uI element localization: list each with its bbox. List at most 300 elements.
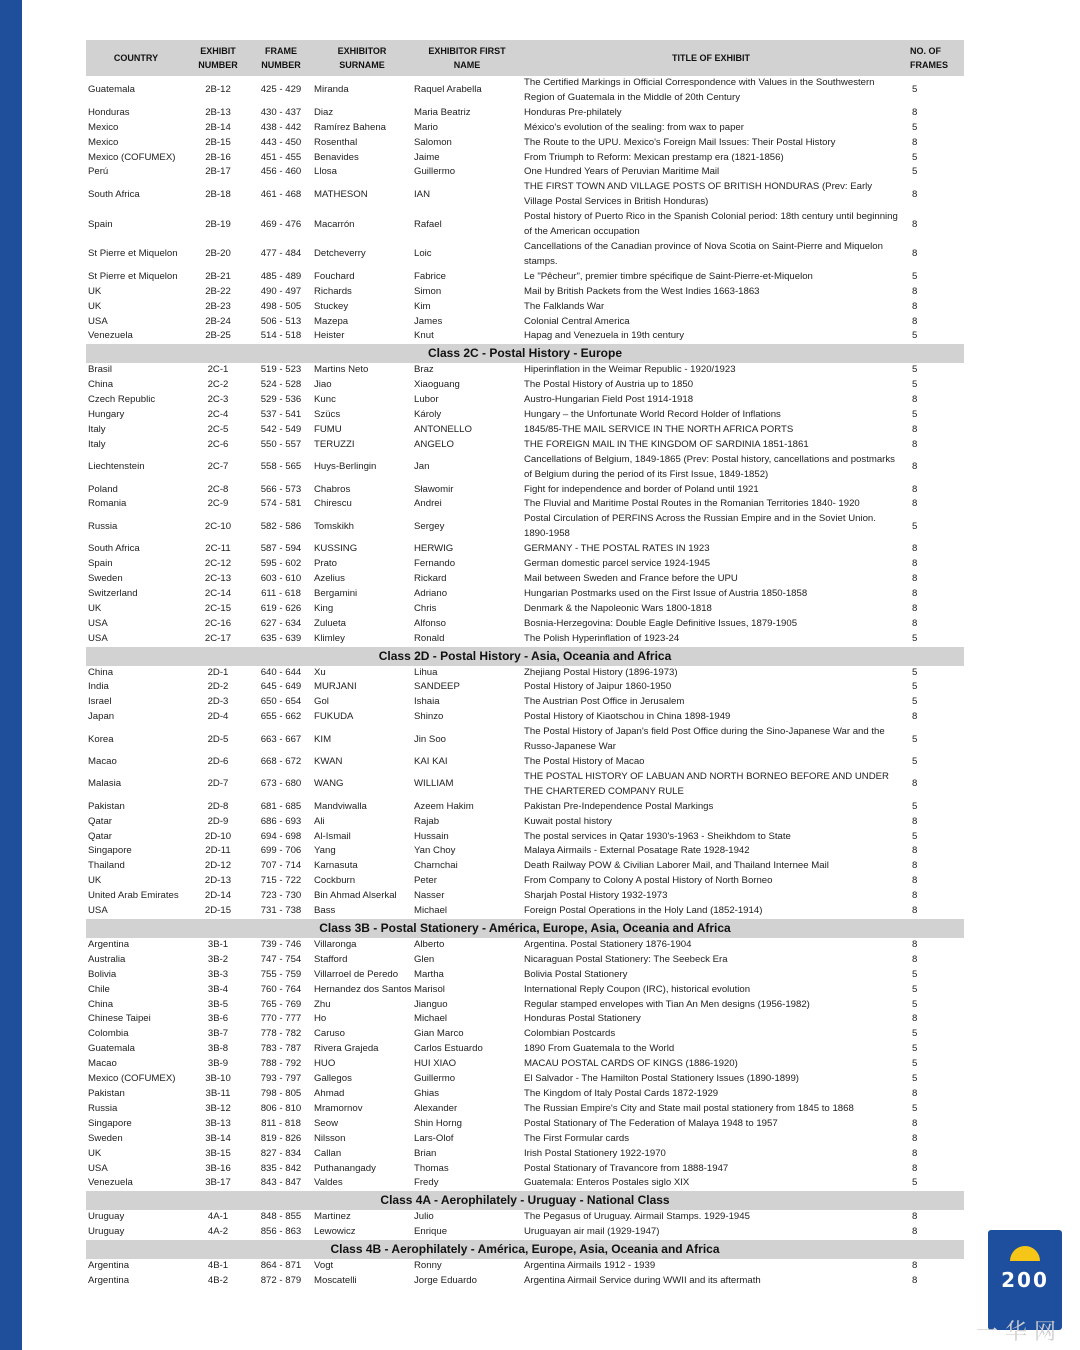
cell-surname: FUMU [314, 423, 342, 435]
edge-scallop [26, 900, 64, 938]
cell-title: Kuwait postal history [524, 815, 612, 827]
cell-exhibit-number: 3B-5 [207, 998, 229, 1010]
cell-frames: 5 [912, 84, 918, 96]
cell-first-name: Peter [414, 875, 437, 887]
cell-surname: Mramornov [314, 1102, 363, 1114]
cell-frame-number: 731 - 738 [260, 905, 302, 917]
table-row [86, 329, 964, 344]
cell-frames: 8 [912, 1132, 918, 1144]
cell-first-name: Jianguo [414, 998, 448, 1010]
cell-exhibit-number: 3B-11 [205, 1088, 231, 1099]
cell-first-name: Lihua [414, 666, 438, 678]
cell-frames: 5 [912, 755, 918, 767]
cell-first-name: Yan Choy [414, 845, 456, 857]
cell-frame-number: 788 - 792 [260, 1058, 302, 1070]
table-row [86, 76, 964, 106]
cell-first-name: Nasser [414, 890, 445, 902]
cell-surname: Bin Ahmad Alserkal [314, 890, 397, 902]
cell-country: Qatar [88, 815, 112, 827]
cell-first-name: IAN [414, 188, 430, 200]
cell-country: Mexico [88, 121, 119, 133]
cell-frames: 8 [912, 602, 918, 614]
cell-surname: Azelius [314, 573, 345, 584]
cell-title: 1845/85-THE MAIL SERVICE IN THE NORTH AFRICA PORTS [524, 423, 794, 435]
cell-exhibit-number: 3B-4 [207, 983, 229, 995]
cell-frame-number: 490 - 497 [260, 285, 302, 297]
cell-surname: Benavides [314, 151, 359, 163]
cell-exhibit-number: 2C-9 [207, 498, 229, 510]
cell-frames: 5 [912, 379, 918, 391]
cell-frame-number: 537 - 541 [260, 409, 302, 421]
cell-frame-number: 747 - 754 [260, 953, 302, 965]
cell-surname: Callan [314, 1147, 342, 1159]
cell-surname: King [314, 602, 334, 614]
cell-surname: Mandviwalla [314, 800, 367, 812]
cell-first-name: HUI XIAO [414, 1058, 457, 1070]
cell-exhibit-number: 2B-16 [205, 151, 231, 163]
cell-first-name: Rickard [414, 573, 447, 584]
cell-title: Postal Stationary of The Federation of Malaya 1948 to 1957 [524, 1117, 778, 1129]
cell-title: Malaya Airmails - External Posatage Rate 1928-1942 [524, 845, 750, 857]
table-row [86, 874, 964, 889]
cell-country: Colombia [88, 1028, 129, 1040]
cell-title: GERMANY - THE POSTAL RATES IN 1923 [524, 543, 710, 555]
table-row [86, 1102, 964, 1117]
cell-title: The Fluvial and Maritime Postal Routes in the Romanian Territories 1840- 1920 [524, 498, 860, 510]
cell-title: Cancellations of Belgium, 1849-1865 (Prev: Postal history, cancellations and postmarks of Belgium during the period of its First Issue, 1849-1852) [524, 453, 895, 480]
cell-frames: 8 [912, 815, 918, 827]
table-row [86, 1162, 964, 1177]
cell-first-name: Jorge Eduardo [414, 1275, 477, 1287]
cell-frames: 5 [912, 983, 918, 995]
cell-surname: Moscatelli [314, 1275, 357, 1287]
cell-exhibit-number: 2B-24 [205, 315, 231, 327]
cell-frames: 8 [912, 711, 918, 723]
table-row [86, 363, 964, 378]
cell-frames: 5 [912, 364, 918, 376]
cell-country: Italy [88, 423, 106, 435]
cell-frame-number: 514 - 518 [260, 330, 302, 342]
table-body [86, 76, 964, 1289]
cell-title: Mail between Sweden and France before the UPU [524, 573, 738, 584]
cell-exhibit-number: 3B-15 [205, 1147, 231, 1159]
cell-first-name: Rafael [414, 218, 442, 230]
cell-first-name: Kim [414, 300, 431, 312]
cell-surname: Chirescu [314, 498, 352, 510]
edge-scallop [26, 20, 64, 58]
cell-exhibit-number: 2B-21 [205, 270, 231, 282]
cell-frame-number: 655 - 662 [260, 711, 302, 723]
cell-surname: Al-Ismail [314, 830, 351, 842]
cell-first-name: Alfonso [414, 617, 446, 629]
header-exhibit-number: EXHIBIT NUMBER [186, 40, 250, 76]
cell-frames: 8 [912, 394, 918, 406]
cell-surname: Richards [314, 285, 352, 297]
table-row [86, 1274, 964, 1289]
cell-title: The Falklands War [524, 300, 605, 312]
cell-frame-number: 566 - 573 [260, 483, 302, 495]
cell-frame-number: 872 - 879 [260, 1275, 302, 1287]
cell-country: Argentina [88, 1275, 130, 1287]
cell-frame-number: 619 - 626 [260, 602, 302, 614]
cell-frames: 8 [912, 188, 918, 200]
cell-surname: Yang [314, 845, 336, 857]
section-title: Class 2D - Postal History - Asia, Oceania and Africa [86, 647, 964, 666]
cell-frames: 5 [912, 1102, 918, 1114]
cell-title: Colombian Postcards [524, 1028, 616, 1040]
cell-surname: Ho [314, 1013, 327, 1025]
cell-frames: 8 [912, 558, 918, 570]
table-row [86, 542, 964, 557]
cell-country: Honduras [88, 106, 130, 118]
cell-frame-number: 430 - 437 [260, 106, 302, 118]
table-row [86, 666, 964, 681]
cell-title: The Pegasus of Uruguay. Airmail Stamps. 1929-1945 [524, 1211, 750, 1223]
cell-title: Nicaraguan Postal Stationery: The Seebeck Era [524, 953, 728, 965]
edge-scallop [26, 500, 64, 538]
table-row [86, 1225, 964, 1240]
cell-first-name: Alberto [414, 938, 445, 950]
cell-frames: 8 [912, 461, 918, 473]
table-row [86, 953, 964, 968]
cell-exhibit-number: 2D-11 [205, 845, 231, 857]
cell-exhibit-number: 2B-17 [205, 166, 231, 178]
cell-frames: 8 [912, 953, 918, 965]
cell-surname: WANG [314, 778, 344, 790]
cell-first-name: ANGELO [414, 438, 454, 450]
table-row [86, 859, 964, 874]
cell-title: Le "Pêcheur", premier timbre spécifique de Saint-Pierre-et-Miquelon [524, 270, 813, 282]
cell-exhibit-number: 4B-1 [207, 1260, 229, 1272]
logo-digits: 200 [1001, 1268, 1049, 1292]
cell-first-name: Lubor [414, 394, 439, 406]
cell-title: Sharjah Postal History 1932-1973 [524, 890, 668, 902]
cell-country: Liechtenstein [88, 461, 145, 473]
table-row [86, 1210, 964, 1225]
cell-title: The Kingdom of Italy Postal Cards 1872-1929 [524, 1088, 719, 1099]
cell-frame-number: 848 - 855 [260, 1211, 302, 1223]
cell-first-name: HERWIG [414, 543, 454, 555]
cell-frame-number: 778 - 782 [260, 1028, 302, 1040]
cell-frames: 5 [912, 520, 918, 532]
cell-exhibit-number: 2D-9 [207, 815, 229, 827]
cell-first-name: Fabrice [414, 270, 446, 282]
cell-title: Colonial Central America [524, 315, 630, 327]
table-row [86, 285, 964, 300]
cell-first-name: Guillermo [414, 166, 456, 178]
cell-country: United Arab Emirates [88, 890, 179, 902]
cell-exhibit-number: 2B-13 [205, 106, 231, 118]
cell-country: Brasil [88, 364, 112, 376]
edge-scallop [26, 260, 64, 298]
table-row [86, 121, 964, 136]
watermark: 一 华 网 [976, 1320, 1056, 1345]
cell-frames: 5 [912, 800, 918, 812]
edge-scallop [26, 580, 64, 618]
cell-frame-number: 456 - 460 [260, 166, 302, 178]
table-row [86, 1087, 964, 1102]
cell-exhibit-number: 2B-23 [205, 300, 231, 312]
cell-exhibit-number: 3B-10 [205, 1073, 231, 1085]
cell-first-name: James [414, 315, 443, 327]
cell-frames: 8 [912, 1147, 918, 1159]
cell-surname: Prato [314, 558, 337, 570]
table-row [86, 815, 964, 830]
cell-country: Mexico [88, 136, 119, 148]
cell-country: Korea [88, 733, 114, 745]
cell-first-name: Adriano [414, 587, 448, 599]
cell-first-name: Lars-Olof [414, 1132, 454, 1144]
cell-frames: 5 [912, 968, 918, 980]
cell-country: Sweden [88, 573, 123, 584]
cell-surname: Huys-Berlingin [314, 461, 377, 473]
cell-country: Israel [88, 696, 112, 708]
cell-country: Bolivia [88, 968, 117, 980]
cell-exhibit-number: 3B-8 [207, 1043, 229, 1055]
cell-surname: KIM [314, 733, 332, 745]
table-row [86, 830, 964, 845]
cell-title: THE POSTAL HISTORY OF LABUAN AND NORTH BORNEO BEFORE AND UNDER THE CHARTERED COMPANY RULE [524, 770, 889, 797]
cell-surname: Bergamini [314, 587, 358, 599]
cell-title: Postal Circulation of PERFINS Across the Russian Empire and in the Soviet Union. 1890-1958 [524, 513, 876, 540]
cell-first-name: Rajab [414, 815, 440, 827]
cell-exhibit-number: 3B-16 [205, 1162, 231, 1174]
table-row [86, 617, 964, 632]
cell-frame-number: 694 - 698 [260, 830, 302, 842]
cell-exhibit-number: 4A-1 [207, 1211, 229, 1223]
cell-country: Macao [88, 1058, 117, 1070]
header-frame-number: FRAME NUMBER [250, 40, 312, 76]
cell-frame-number: 438 - 442 [260, 121, 302, 133]
table-row [86, 1027, 964, 1042]
cell-surname: Fouchard [314, 270, 355, 282]
cell-frame-number: 485 - 489 [260, 270, 302, 282]
table-row [86, 497, 964, 512]
cell-frames: 8 [912, 1162, 918, 1174]
cell-frame-number: 765 - 769 [260, 998, 302, 1010]
table-row [86, 725, 964, 755]
cell-first-name: Brian [414, 1147, 437, 1159]
cell-frame-number: 506 - 513 [260, 315, 302, 327]
cell-frame-number: 755 - 759 [260, 968, 302, 980]
cell-frames: 8 [912, 890, 918, 902]
cell-frame-number: 603 - 610 [260, 573, 302, 584]
table-row [86, 1057, 964, 1072]
cell-frames: 8 [912, 285, 918, 297]
cell-surname: Vogt [314, 1260, 334, 1272]
cell-country: Russia [88, 520, 118, 532]
cell-surname: Cockburn [314, 875, 356, 887]
cell-title: The Austrian Post Office in Jerusalem [524, 696, 685, 708]
cell-country: Qatar [88, 830, 112, 842]
cell-title: Fight for independence and border of Poland until 1921 [524, 483, 759, 495]
cell-frame-number: 498 - 505 [260, 300, 302, 312]
cell-frames: 5 [912, 681, 918, 693]
cell-frame-number: 798 - 805 [260, 1088, 302, 1099]
cell-frame-number: 587 - 594 [260, 543, 302, 555]
cell-surname: Gallegos [314, 1073, 352, 1085]
cell-frame-number: 673 - 680 [260, 778, 302, 790]
cell-frame-number: 477 - 484 [260, 248, 302, 260]
cell-title: Austro-Hungarian Field Post 1914-1918 [524, 394, 694, 406]
cell-title: From Triumph to Reform: Mexican prestamp era (1821-1856) [524, 151, 784, 163]
cell-first-name: Martha [414, 968, 444, 980]
cell-exhibit-number: 2D-1 [207, 666, 229, 678]
cell-exhibit-number: 2C-14 [204, 587, 232, 599]
section-header-row [86, 344, 964, 363]
cell-exhibit-number: 2C-4 [207, 409, 229, 421]
table-row [86, 572, 964, 587]
cell-surname: TERUZZI [314, 438, 355, 450]
cell-exhibit-number: 3B-1 [207, 938, 229, 950]
cell-country: Singapore [88, 1117, 132, 1129]
cell-first-name: Károly [414, 409, 442, 421]
table-header-row [86, 40, 964, 76]
cell-frames: 8 [912, 778, 918, 790]
cell-frame-number: 574 - 581 [260, 498, 302, 510]
cell-frames: 8 [912, 938, 918, 950]
cell-exhibit-number: 3B-12 [205, 1102, 231, 1114]
cell-frames: 8 [912, 1013, 918, 1025]
cell-first-name: Thomas [414, 1162, 449, 1174]
cell-first-name: Sergey [414, 520, 445, 532]
cell-title: Pakistan Pre-Independence Postal Markings [524, 800, 714, 812]
cell-surname: FUKUDA [314, 711, 354, 723]
cell-surname: Ahmad [314, 1088, 345, 1099]
cell-exhibit-number: 2D-10 [204, 830, 232, 842]
table-row [86, 1042, 964, 1057]
cell-surname: Hernandez dos Santos [314, 983, 412, 995]
cell-first-name: Loic [414, 248, 432, 260]
cell-country: Thailand [88, 860, 125, 872]
cell-frames: 5 [912, 1073, 918, 1085]
cell-title: The Russian Empire's City and State mail postal stationery from 1845 to 1868 [524, 1102, 854, 1114]
cell-country: Venezuela [88, 1177, 133, 1189]
table-row [86, 557, 964, 572]
cell-frames: 8 [912, 136, 918, 148]
cell-frame-number: 645 - 649 [260, 681, 302, 693]
cell-title: Argentina Airmails 1912 - 1939 [524, 1260, 656, 1272]
table-row [86, 106, 964, 121]
cell-surname: Miranda [314, 84, 349, 96]
cell-exhibit-number: 4B-2 [207, 1275, 229, 1287]
exhibit-table [86, 40, 964, 1289]
header-country: COUNTRY [86, 40, 186, 76]
cell-surname: Zulueta [314, 617, 346, 629]
cell-surname: Klimley [314, 632, 345, 644]
cell-exhibit-number: 4A-2 [207, 1226, 229, 1238]
cell-exhibit-number: 2C-17 [204, 632, 232, 644]
cell-country: USA [88, 617, 108, 629]
cell-frame-number: 611 - 618 [261, 587, 301, 599]
cell-exhibit-number: 2B-20 [205, 248, 231, 260]
cell-country: Poland [88, 483, 118, 495]
cell-first-name: Michael [414, 905, 448, 917]
cell-frames: 8 [912, 875, 918, 887]
cell-title: Honduras Pre-philately [524, 106, 622, 118]
cell-exhibit-number: 2C-15 [204, 602, 232, 614]
cell-frames: 8 [912, 1260, 918, 1272]
cell-frame-number: 663 - 667 [260, 733, 302, 745]
cell-first-name: Marisol [414, 983, 445, 995]
table-row [86, 755, 964, 770]
cell-country: Russia [88, 1102, 118, 1114]
table-row [86, 270, 964, 285]
cell-title: Death Railway POW & Civilian Laborer Mail, and Thailand Internee Mail [524, 860, 829, 872]
table-row [86, 680, 964, 695]
cell-frames: 8 [912, 845, 918, 857]
cell-first-name: Jin Soo [414, 733, 446, 745]
cell-frame-number: 529 - 536 [260, 394, 302, 406]
cell-first-name: Carlos Estuardo [414, 1043, 483, 1055]
cell-first-name: SANDEEP [414, 681, 460, 693]
cell-surname: Caruso [314, 1028, 345, 1040]
cell-country: Italy [88, 438, 106, 450]
cell-surname: Chabros [314, 483, 351, 495]
cell-frames: 8 [912, 617, 918, 629]
cell-country: St Pierre et Miquelon [88, 248, 178, 260]
cell-frame-number: 681 - 685 [260, 800, 302, 812]
cell-surname: KWAN [314, 755, 343, 767]
cell-frames: 5 [912, 632, 918, 644]
cell-country: USA [88, 1162, 108, 1174]
cell-surname: Tomskikh [314, 520, 354, 532]
cell-title: Irish Postal Stationery 1922-1970 [524, 1147, 666, 1159]
cell-frames: 8 [912, 315, 918, 327]
cell-exhibit-number: 3B-17 [205, 1177, 231, 1189]
cell-frames: 5 [912, 151, 918, 163]
table-row [86, 1132, 964, 1147]
cell-frame-number: 843 - 847 [260, 1177, 302, 1189]
cell-first-name: Braz [414, 364, 434, 376]
cell-country: India [88, 681, 109, 693]
cell-frame-number: 770 - 777 [260, 1013, 302, 1025]
cell-frames: 5 [912, 330, 918, 342]
cell-country: Chile [88, 983, 110, 995]
edge-scallop [26, 1140, 64, 1178]
header-title: TITLE OF EXHIBIT [522, 40, 900, 76]
cell-title: The postal services in Qatar 1930's-1963 - Sheikhdom to State [524, 830, 791, 842]
cell-first-name: ANTONELLO [414, 423, 472, 435]
cell-surname: KUSSING [314, 543, 358, 555]
cell-exhibit-number: 2C-8 [207, 483, 229, 495]
table-row [86, 602, 964, 617]
cell-title: MACAU POSTAL CARDS OF KINGS (1886-1920) [524, 1058, 738, 1070]
table-row [86, 210, 964, 240]
table-row [86, 300, 964, 315]
cell-first-name: Xiaoguang [414, 379, 460, 391]
cell-country: Spain [88, 218, 113, 230]
cell-frames: 8 [912, 587, 918, 599]
cell-surname: MURJANI [314, 681, 357, 693]
table-row [86, 1147, 964, 1162]
cell-country: South Africa [88, 188, 140, 200]
cell-first-name: Maria Beatriz [414, 106, 471, 118]
cell-frame-number: 582 - 586 [260, 520, 302, 532]
cell-first-name: Azeem Hakim [414, 800, 474, 812]
cell-frame-number: 739 - 746 [260, 938, 302, 950]
cell-exhibit-number: 2C-10 [204, 520, 232, 532]
table-row [86, 1117, 964, 1132]
cell-frame-number: 793 - 797 [260, 1073, 302, 1085]
edge-scallop [26, 1220, 64, 1258]
section-header-row [86, 647, 964, 666]
cell-frames: 5 [912, 409, 918, 421]
cell-frame-number: 835 - 842 [260, 1162, 302, 1174]
table-row [86, 165, 964, 180]
table-row [86, 408, 964, 423]
cell-country: China [88, 998, 114, 1010]
